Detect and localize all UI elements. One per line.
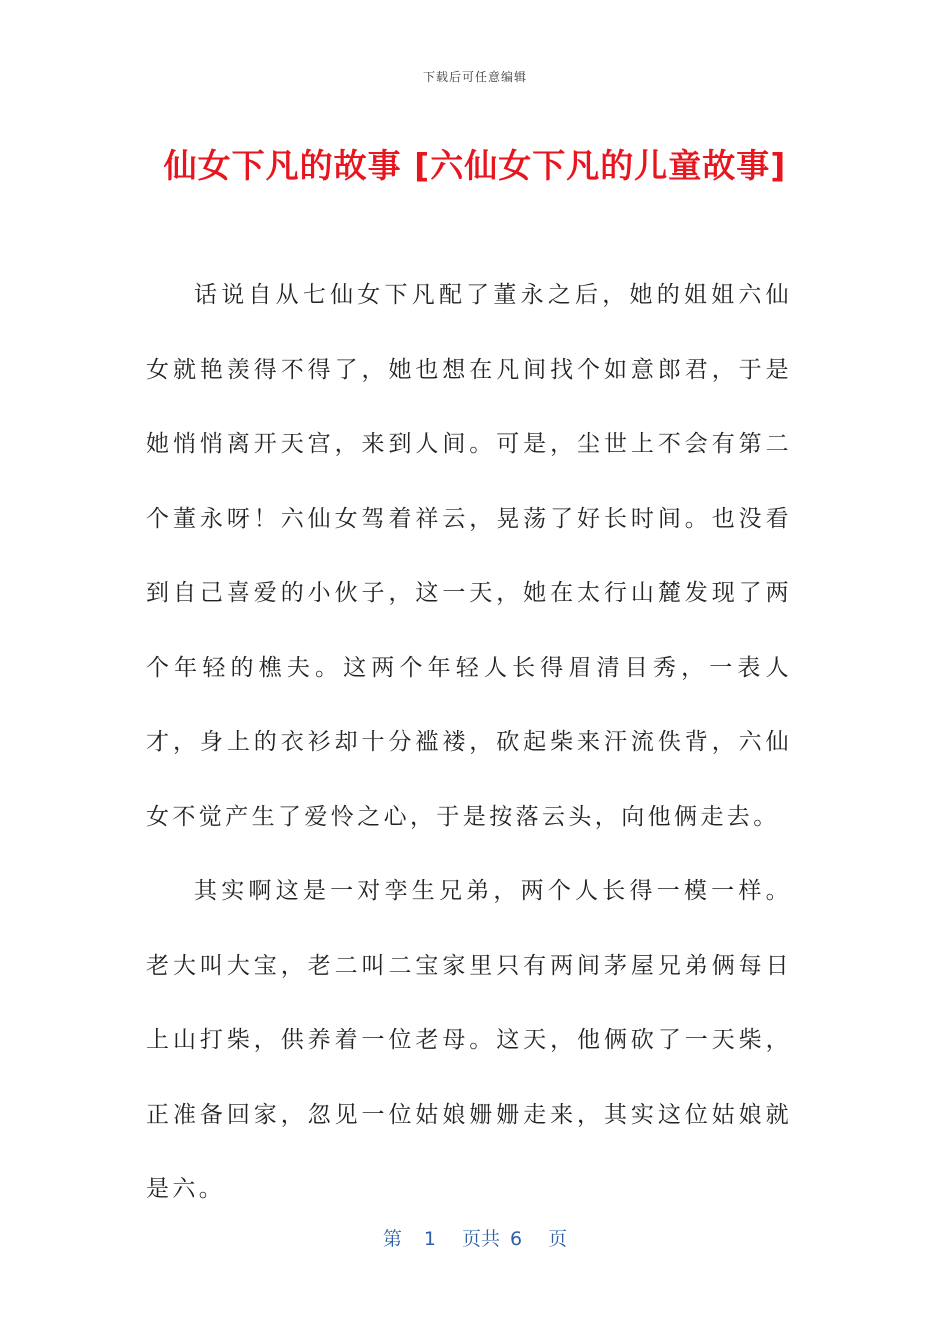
document-title: 仙女下凡的故事 [六仙女下凡的儿童故事] <box>163 146 787 185</box>
page-current: 1 <box>423 1228 436 1250</box>
page-label-suffix: 页 <box>548 1228 568 1250</box>
page-label-mid: 页共 <box>461 1228 500 1250</box>
page-footer <box>0 1224 950 1251</box>
page-label-prefix: 第 <box>382 1228 402 1250</box>
paragraph-1: 话说自从七仙女下凡配了董永之后，她的姐姐六仙女就艳羡得不得了，她也想在凡间找个如意郎君，于是她悄悄离开天宫，来到人间。可是，尘世上不会有第二个董永呀！六仙女驾着祥云，晃荡了好长时间。也没看到自己喜爱的小伙子，这一天，她在太行山麓发现了两个年轻的樵夫。这两个年轻人长得眉清目秀，一表人才，身上的衣衫却十分褴褛，砍起柴来汗流佚背，六仙女不觉产生了爱怜之心，于是按落云头，向他俩走去。 <box>146 282 792 830</box>
paragraph-2: 其实啊这是一对孪生兄弟，两个人长得一模一样。老大叫大宝，老二叫二宝家里只有两间茅屋兄弟俩每日上山打柴，供养着一位老母。这天，他俩砍了一天柴，正准备回家，忽见一位姑娘姗姗走来，其实这位姑娘就是六。 <box>146 878 792 1202</box>
page-total: 6 <box>510 1228 523 1250</box>
document-body <box>146 258 792 1227</box>
header-note: 下载后可任意编辑 <box>422 70 527 84</box>
